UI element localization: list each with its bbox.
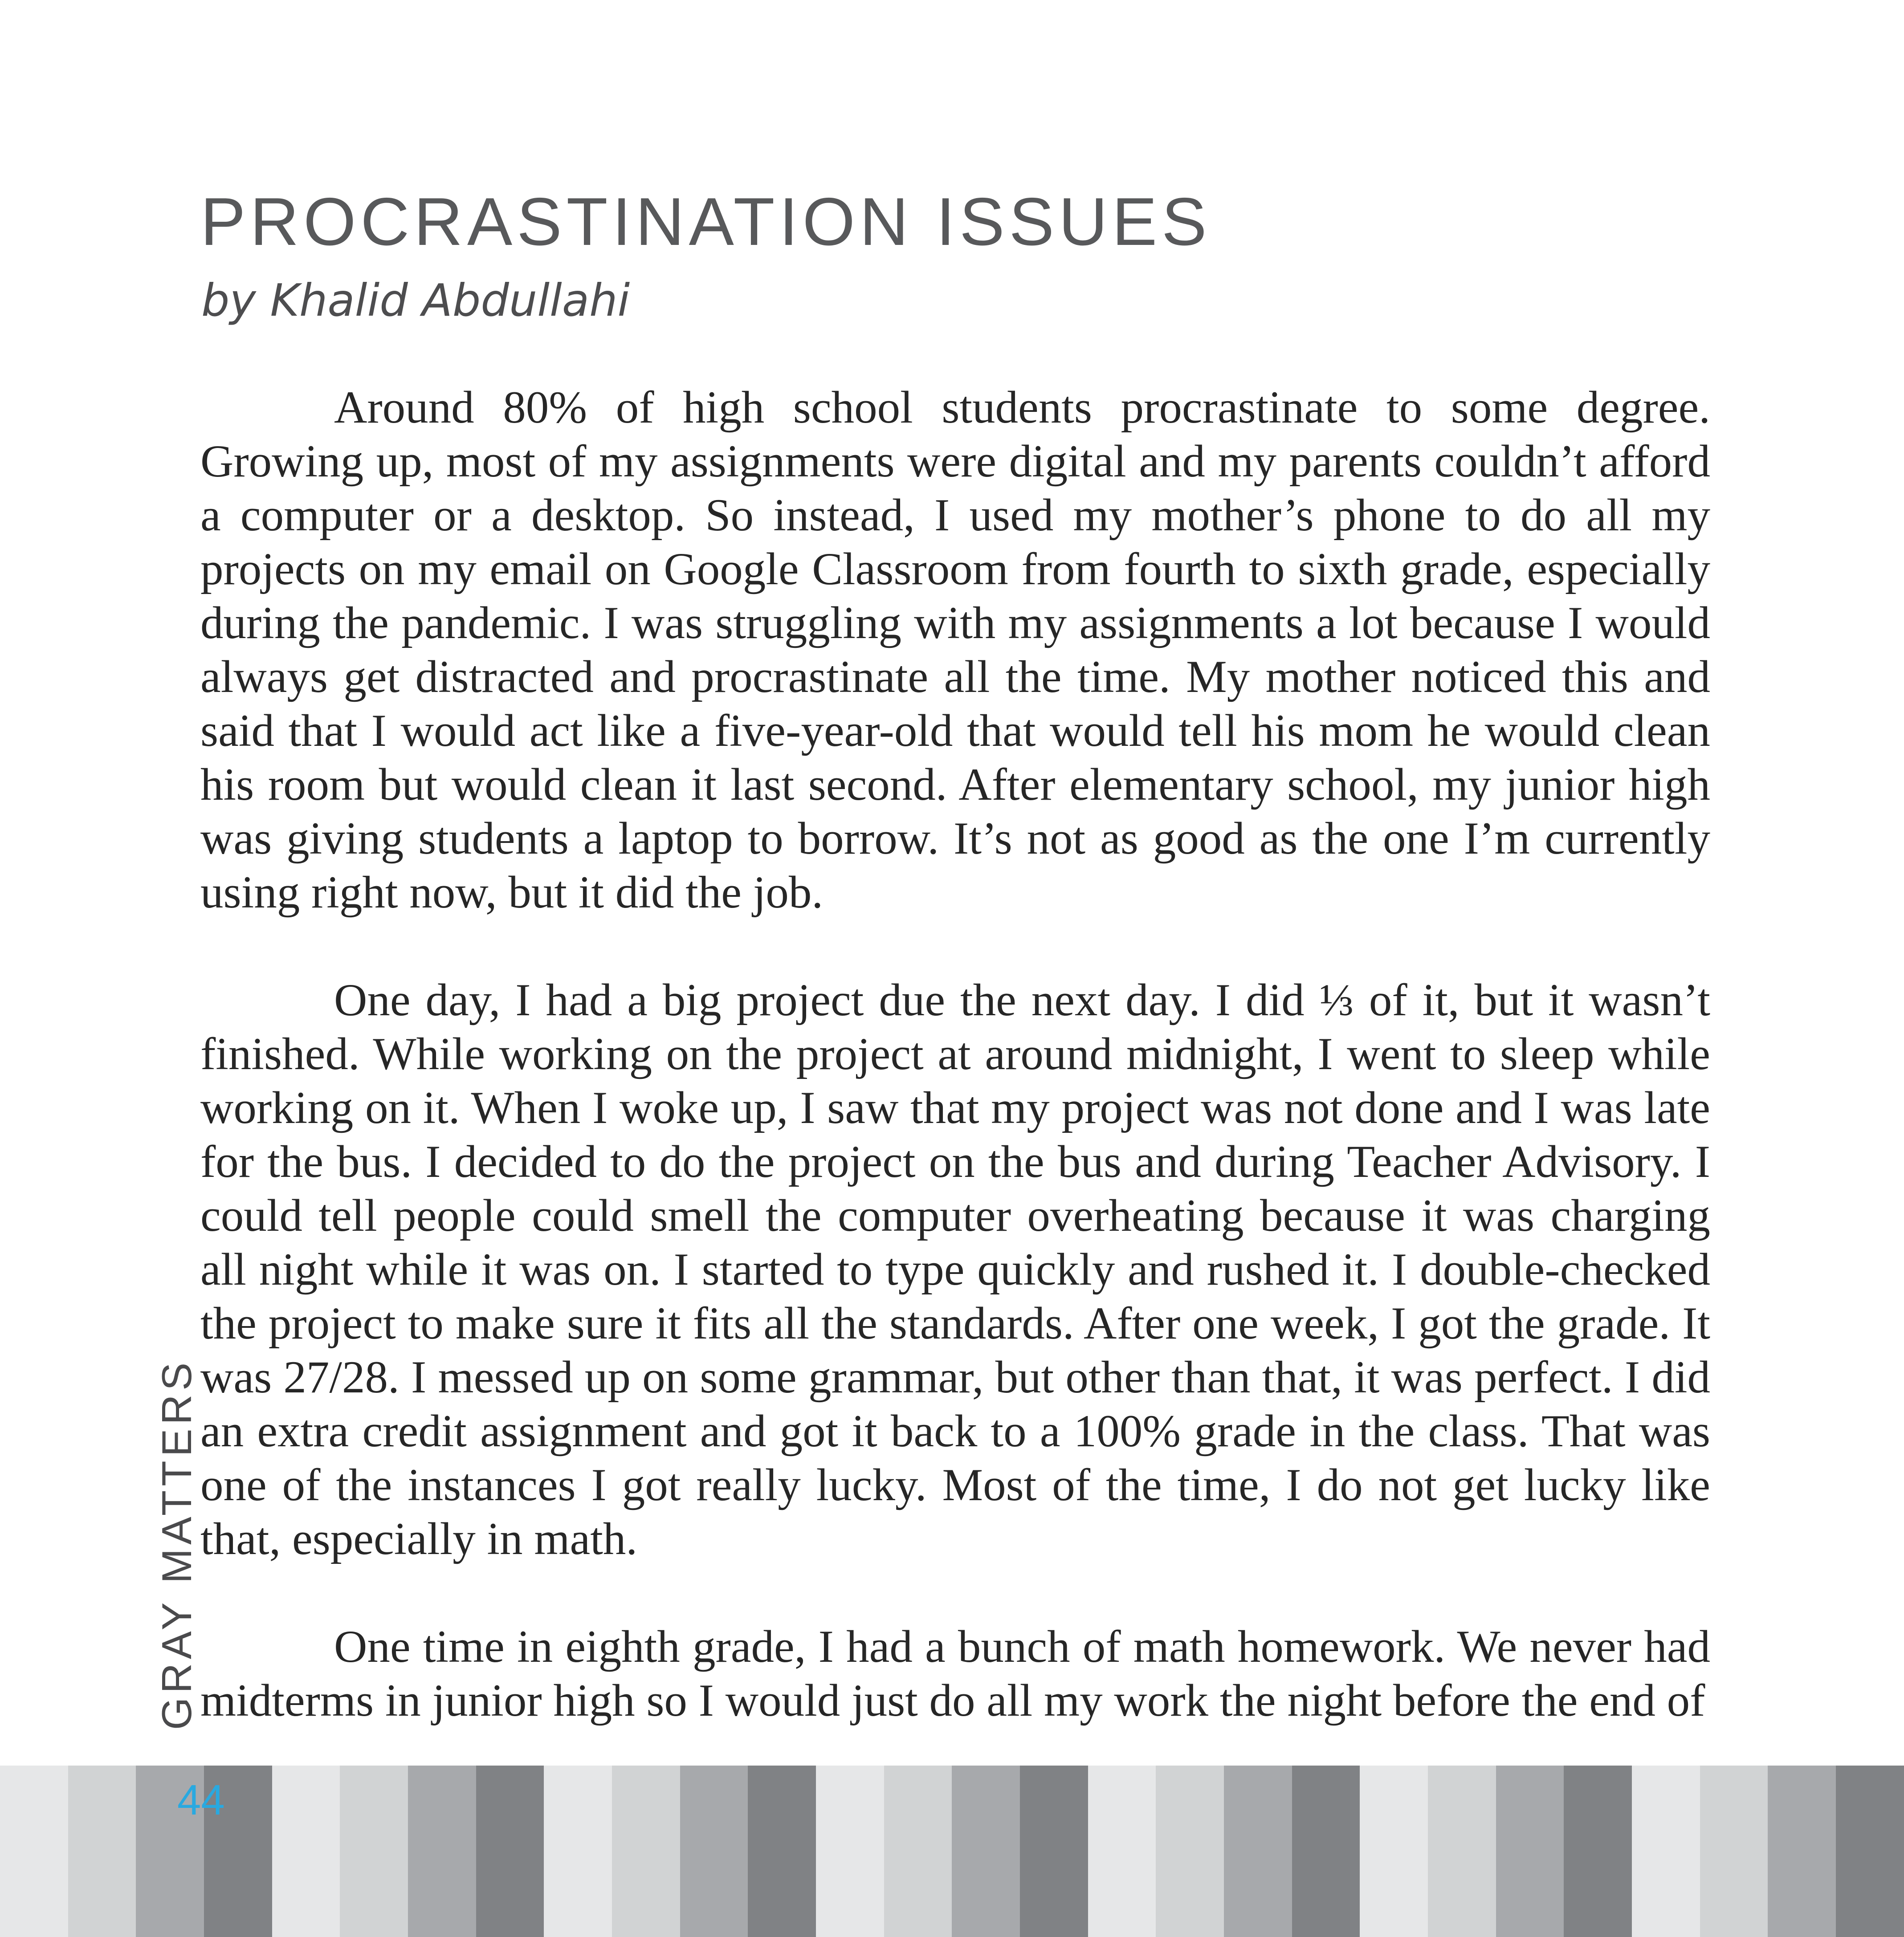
- stripe: [272, 1766, 340, 1937]
- stripe: [1836, 1766, 1904, 1937]
- stripe: [748, 1766, 816, 1937]
- stripe: [680, 1766, 748, 1937]
- page-number: 44: [177, 1776, 225, 1824]
- stripe: [952, 1766, 1020, 1937]
- stripe: [544, 1766, 612, 1937]
- stripe: [884, 1766, 952, 1937]
- stripe: [340, 1766, 408, 1937]
- stripe: [1700, 1766, 1768, 1937]
- stripe: [612, 1766, 680, 1937]
- stripe: [1496, 1766, 1564, 1937]
- stripe: [0, 1766, 68, 1937]
- stripe: [1360, 1766, 1428, 1937]
- stripe: [1020, 1766, 1088, 1937]
- article-title: PROCRASTINATION ISSUES: [200, 184, 1211, 260]
- section-label: GRAY MATTERS: [153, 1359, 200, 1730]
- stripe: [1428, 1766, 1496, 1937]
- stripe: [1632, 1766, 1700, 1937]
- article-byline: by Khalid Abdullahi: [201, 274, 630, 326]
- stripe: [1224, 1766, 1292, 1937]
- stripe: [476, 1766, 544, 1937]
- stripe: [68, 1766, 136, 1937]
- stripe: [1564, 1766, 1632, 1937]
- decorative-stripe-band: [0, 1766, 1904, 1937]
- stripe: [1768, 1766, 1836, 1937]
- article-paragraph-1: Around 80% of high school students procrastinate to some degree. Growing up, most of my assignments were digital and my parents couldn’t afford a computer or a desktop. So instead, I used my mother’s phone to do all my projects on my email on Google Classroom from fourth to sixth grade, especially during the pandemic. I was struggling with my assignments a lot because I would always get distracted and procrastinate all the time. My mother noticed this and said that I would act like a five-year-old that would tell his mom he would clean his room but would clean it last second. After elementary school, my junior high was giving students a laptop to borrow. It’s not as good as the one I’m currently using right now, but it did the job.: [200, 382, 1710, 918]
- stripe: [1292, 1766, 1360, 1937]
- article-paragraph-2: One day, I had a big project due the next day. I did ⅓ of it, but it wasn’t finished. While working on the project at around midnight, I went to sleep while working on it. When I woke up, I saw that my project was not done and I was late for the bus. I decided to do the project on the bus and during Teacher Advisory. I could tell people could smell the computer overheating because it was charging all night while it was on. I started to type quickly and rushed it. I double-checked the project to make sure it fits all the standards. After one week, I got the grade. It was 27/28. I messed up on some grammar, but other than that, it was perfect. I did an extra credit assignment and got it back to a 100% grade in the class. That was one of the instances I got really lucky. Most of the time, I do not get lucky like that, especially in math.: [200, 975, 1710, 1564]
- article-paragraph-3: One time in eighth grade, I had a bunch of math homework. We never had midterms in junior high so I would just do all my work the night before the end of: [200, 1621, 1710, 1726]
- stripe: [816, 1766, 884, 1937]
- article-body: [200, 381, 1710, 1728]
- stripe: [1156, 1766, 1224, 1937]
- stripe: [1088, 1766, 1156, 1937]
- stripe: [408, 1766, 476, 1937]
